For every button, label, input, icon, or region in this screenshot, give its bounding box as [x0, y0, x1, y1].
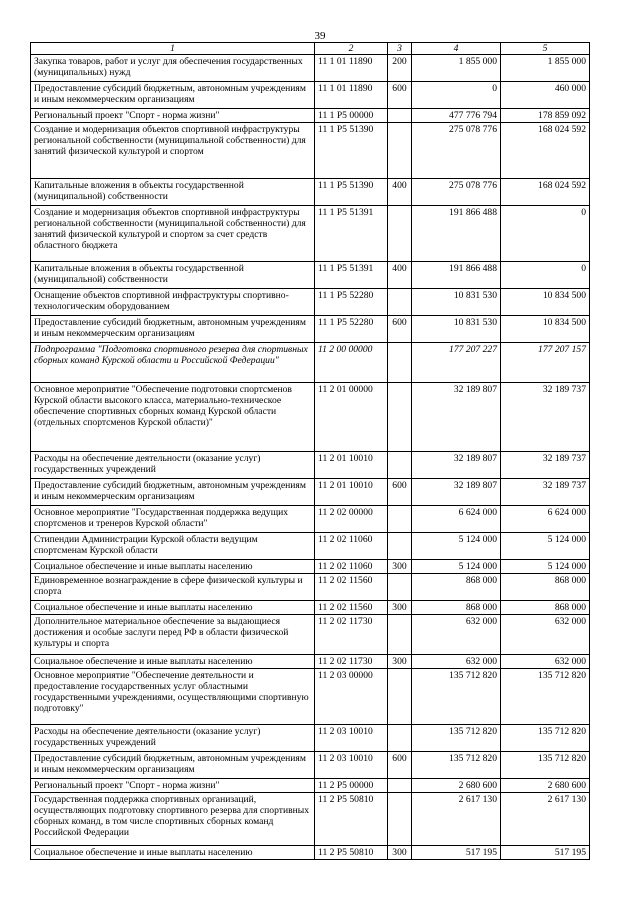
row-name: Основное мероприятие "Государственная поддержка ведущих спортсменов и тренеров Курской области" — [31, 506, 315, 533]
row-amount-1: 5 124 000 — [412, 533, 501, 560]
row-code: 11 2 P5 50810 — [315, 793, 388, 846]
row-amount-1: 632 000 — [412, 615, 501, 655]
row-expense-type: 600 — [388, 479, 412, 506]
row-expense-type — [388, 123, 412, 179]
row-amount-1: 135 712 820 — [412, 669, 501, 725]
row-expense-type: 400 — [388, 179, 412, 206]
row-name: Социальное обеспечение и иные выплаты населению — [31, 560, 315, 574]
table-row — [31, 506, 590, 533]
table-row — [31, 109, 590, 123]
row-name: Единовременное вознаграждение в сфере физической культуры и спорта — [31, 574, 315, 601]
row-amount-2: 168 024 592 — [501, 123, 590, 179]
row-amount-2: 632 000 — [501, 615, 590, 655]
row-code: 11 1 P5 00000 — [315, 109, 388, 123]
table-row — [31, 601, 590, 615]
table-row — [31, 725, 590, 752]
table-row — [31, 669, 590, 725]
table-row — [31, 383, 590, 452]
table-row — [31, 779, 590, 793]
row-amount-1: 477 776 794 — [412, 109, 501, 123]
row-amount-1: 868 000 — [412, 601, 501, 615]
row-amount-1: 177 207 227 — [412, 343, 501, 383]
row-amount-1: 10 831 530 — [412, 316, 501, 343]
table-row — [31, 343, 590, 383]
row-amount-1: 275 078 776 — [412, 179, 501, 206]
row-code: 11 2 02 11730 — [315, 655, 388, 669]
row-amount-2: 5 124 000 — [501, 533, 590, 560]
row-code: 11 2 01 10010 — [315, 479, 388, 506]
row-expense-type — [388, 206, 412, 262]
page-number: 39 — [314, 30, 326, 42]
row-code: 11 1 P5 51390 — [315, 179, 388, 206]
row-code: 11 2 02 00000 — [315, 506, 388, 533]
row-code: 11 1 01 11890 — [315, 55, 388, 82]
row-amount-2: 178 859 092 — [501, 109, 590, 123]
row-amount-1: 191 866 488 — [412, 206, 501, 262]
row-amount-2: 135 712 820 — [501, 669, 590, 725]
row-amount-2: 177 207 157 — [501, 343, 590, 383]
row-amount-1: 868 000 — [412, 574, 501, 601]
row-name: Предоставление субсидий бюджетным, автономным учреждениям и иным некоммерческим организациям — [31, 479, 315, 506]
row-name: Дополнительное материальное обеспечение за выдающиеся достижения и особые заслуги перед РФ в области физической культуры и спорта — [31, 615, 315, 655]
row-expense-type: 400 — [388, 262, 412, 289]
row-expense-type — [388, 574, 412, 601]
row-expense-type — [388, 289, 412, 316]
table-row — [31, 123, 590, 179]
row-name: Социальное обеспечение и иные выплаты населению — [31, 655, 315, 669]
table-row — [31, 752, 590, 779]
row-code: 11 2 02 11560 — [315, 601, 388, 615]
row-name: Расходы на обеспечение деятельности (оказание услуг) государственных учреждений — [31, 725, 315, 752]
table-row — [31, 846, 590, 860]
row-name: Капитальные вложения в объекты государственной (муниципальной) собственности — [31, 262, 315, 289]
header-col-4: 4 — [412, 43, 501, 55]
header-col-1: 1 — [31, 43, 315, 55]
row-name: Создание и модернизация объектов спортивной инфраструктуры региональной собственности (муниципальной собственности) для занятий физической культурой и спортом за счет средств областного бюджета — [31, 206, 315, 262]
row-name: Оснащение объектов спортивной инфраструктуры спортивно-технологическим оборудованием — [31, 289, 315, 316]
row-amount-1: 5 124 000 — [412, 560, 501, 574]
row-expense-type — [388, 779, 412, 793]
row-code: 11 2 02 11060 — [315, 560, 388, 574]
header-col-3: 3 — [388, 43, 412, 55]
row-amount-1: 135 712 820 — [412, 725, 501, 752]
row-amount-2: 5 124 000 — [501, 560, 590, 574]
row-amount-1: 2 617 130 — [412, 793, 501, 846]
row-amount-1: 32 189 807 — [412, 383, 501, 452]
row-code: 11 2 02 11560 — [315, 574, 388, 601]
row-expense-type: 600 — [388, 752, 412, 779]
row-expense-type — [388, 506, 412, 533]
row-amount-2: 868 000 — [501, 574, 590, 601]
table-row — [31, 262, 590, 289]
row-expense-type — [388, 452, 412, 479]
table-row — [31, 55, 590, 82]
table-row — [31, 316, 590, 343]
row-amount-2: 632 000 — [501, 655, 590, 669]
row-amount-2: 2 617 130 — [501, 793, 590, 846]
row-amount-2: 32 189 737 — [501, 452, 590, 479]
row-code: 11 1 P5 51391 — [315, 206, 388, 262]
row-amount-2: 168 024 592 — [501, 179, 590, 206]
row-code: 11 2 03 10010 — [315, 725, 388, 752]
row-code: 11 2 01 10010 — [315, 452, 388, 479]
table-row — [31, 206, 590, 262]
row-name: Предоставление субсидий бюджетным, автономным учреждениям и иным некоммерческим организациям — [31, 316, 315, 343]
row-code: 11 2 P5 00000 — [315, 779, 388, 793]
row-name: Капитальные вложения в объекты государственной (муниципальной) собственности — [31, 179, 315, 206]
row-amount-2: 0 — [501, 206, 590, 262]
row-amount-1: 2 680 600 — [412, 779, 501, 793]
row-amount-2: 460 000 — [501, 82, 590, 109]
row-expense-type — [388, 725, 412, 752]
row-code: 11 2 00 00000 — [315, 343, 388, 383]
row-code: 11 1 01 11890 — [315, 82, 388, 109]
row-amount-2: 32 189 737 — [501, 383, 590, 452]
row-amount-1: 0 — [412, 82, 501, 109]
row-amount-2: 0 — [501, 262, 590, 289]
row-name: Основное мероприятие "Обеспечение деятельности и предоставление государственных услуг областными государственными учреждениями, осуществляющими спортивную подготовку" — [31, 669, 315, 725]
row-name: Закупка товаров, работ и услуг для обеспечения государственных (муниципальных) нужд — [31, 55, 315, 82]
row-amount-2: 517 195 — [501, 846, 590, 860]
row-code: 11 2 02 11060 — [315, 533, 388, 560]
row-expense-type — [388, 533, 412, 560]
row-expense-type: 300 — [388, 560, 412, 574]
row-amount-1: 10 831 530 — [412, 289, 501, 316]
row-amount-2: 135 712 820 — [501, 752, 590, 779]
row-amount-2: 10 834 500 — [501, 316, 590, 343]
row-expense-type: 200 — [388, 55, 412, 82]
header-col-2: 2 — [315, 43, 388, 55]
table-row — [31, 615, 590, 655]
row-amount-2: 6 624 000 — [501, 506, 590, 533]
row-name: Основное мероприятие "Обеспечение подготовки спортсменов Курской области высокого класса, материально-техническое обеспечение спортивных сборных команд Курской области (отдельных спортсменов Курской области)" — [31, 383, 315, 452]
header-col-5: 5 — [501, 43, 590, 55]
row-name: Расходы на обеспечение деятельности (оказание услуг) государственных учреждений — [31, 452, 315, 479]
row-name: Региональный проект "Спорт - норма жизни" — [31, 779, 315, 793]
row-expense-type — [388, 109, 412, 123]
row-name: Региональный проект "Спорт - норма жизни" — [31, 109, 315, 123]
row-code: 11 1 P5 51390 — [315, 123, 388, 179]
table-body — [31, 55, 590, 860]
row-name: Предоставление субсидий бюджетным, автономным учреждениям и иным некоммерческим организациям — [31, 82, 315, 109]
row-amount-1: 275 078 776 — [412, 123, 501, 179]
row-name: Социальное обеспечение и иные выплаты населению — [31, 601, 315, 615]
row-expense-type — [388, 615, 412, 655]
row-expense-type — [388, 669, 412, 725]
table-row — [31, 289, 590, 316]
row-expense-type — [388, 793, 412, 846]
row-amount-1: 632 000 — [412, 655, 501, 669]
row-name: Создание и модернизация объектов спортивной инфраструктуры региональной собственности (муниципальной собственности) для занятий физической культурой и спортом — [31, 123, 315, 179]
row-code: 11 2 02 11730 — [315, 615, 388, 655]
row-amount-2: 868 000 — [501, 601, 590, 615]
row-name: Предоставление субсидий бюджетным, автономным учреждениям и иным некоммерческим организациям — [31, 752, 315, 779]
row-expense-type — [388, 343, 412, 383]
row-amount-2: 32 189 737 — [501, 479, 590, 506]
row-name: Подпрограмма "Подготовка спортивного резерва для спортивных сборных команд Курской области и Российской Федерации" — [31, 343, 315, 383]
table-row — [31, 479, 590, 506]
row-expense-type: 600 — [388, 316, 412, 343]
table-row — [31, 82, 590, 109]
row-amount-1: 135 712 820 — [412, 752, 501, 779]
row-amount-1: 32 189 807 — [412, 479, 501, 506]
row-amount-1: 32 189 807 — [412, 452, 501, 479]
table-row — [31, 533, 590, 560]
row-amount-2: 1 855 000 — [501, 55, 590, 82]
row-amount-1: 517 195 — [412, 846, 501, 860]
table-header-row — [31, 43, 590, 55]
table-row — [31, 793, 590, 846]
row-name: Государственная поддержка спортивных организаций, осуществляющих подготовку спортивного резерва для спортивных сборных команд, в том числе спортивных сборных команд Российской Федерации — [31, 793, 315, 846]
row-expense-type: 600 — [388, 82, 412, 109]
row-name: Социальное обеспечение и иные выплаты населению — [31, 846, 315, 860]
row-code: 11 2 03 10010 — [315, 752, 388, 779]
row-expense-type: 300 — [388, 655, 412, 669]
row-amount-1: 1 855 000 — [412, 55, 501, 82]
table-row — [31, 574, 590, 601]
table-row — [31, 179, 590, 206]
row-amount-2: 135 712 820 — [501, 725, 590, 752]
row-amount-2: 2 680 600 — [501, 779, 590, 793]
row-amount-1: 6 624 000 — [412, 506, 501, 533]
row-code: 11 2 P5 50810 — [315, 846, 388, 860]
row-expense-type — [388, 383, 412, 452]
row-code: 11 1 P5 52280 — [315, 289, 388, 316]
row-amount-1: 191 866 488 — [412, 262, 501, 289]
row-amount-2: 10 834 500 — [501, 289, 590, 316]
row-expense-type: 300 — [388, 846, 412, 860]
row-code: 11 2 01 00000 — [315, 383, 388, 452]
table-row — [31, 452, 590, 479]
row-code: 11 1 P5 52280 — [315, 316, 388, 343]
row-expense-type: 300 — [388, 601, 412, 615]
table-row — [31, 560, 590, 574]
row-code: 11 1 P5 51391 — [315, 262, 388, 289]
table-row — [31, 655, 590, 669]
row-code: 11 2 03 00000 — [315, 669, 388, 725]
row-name: Стипендии Администрации Курской области ведущим спортсменам Курской области — [31, 533, 315, 560]
budget-table — [30, 42, 590, 860]
